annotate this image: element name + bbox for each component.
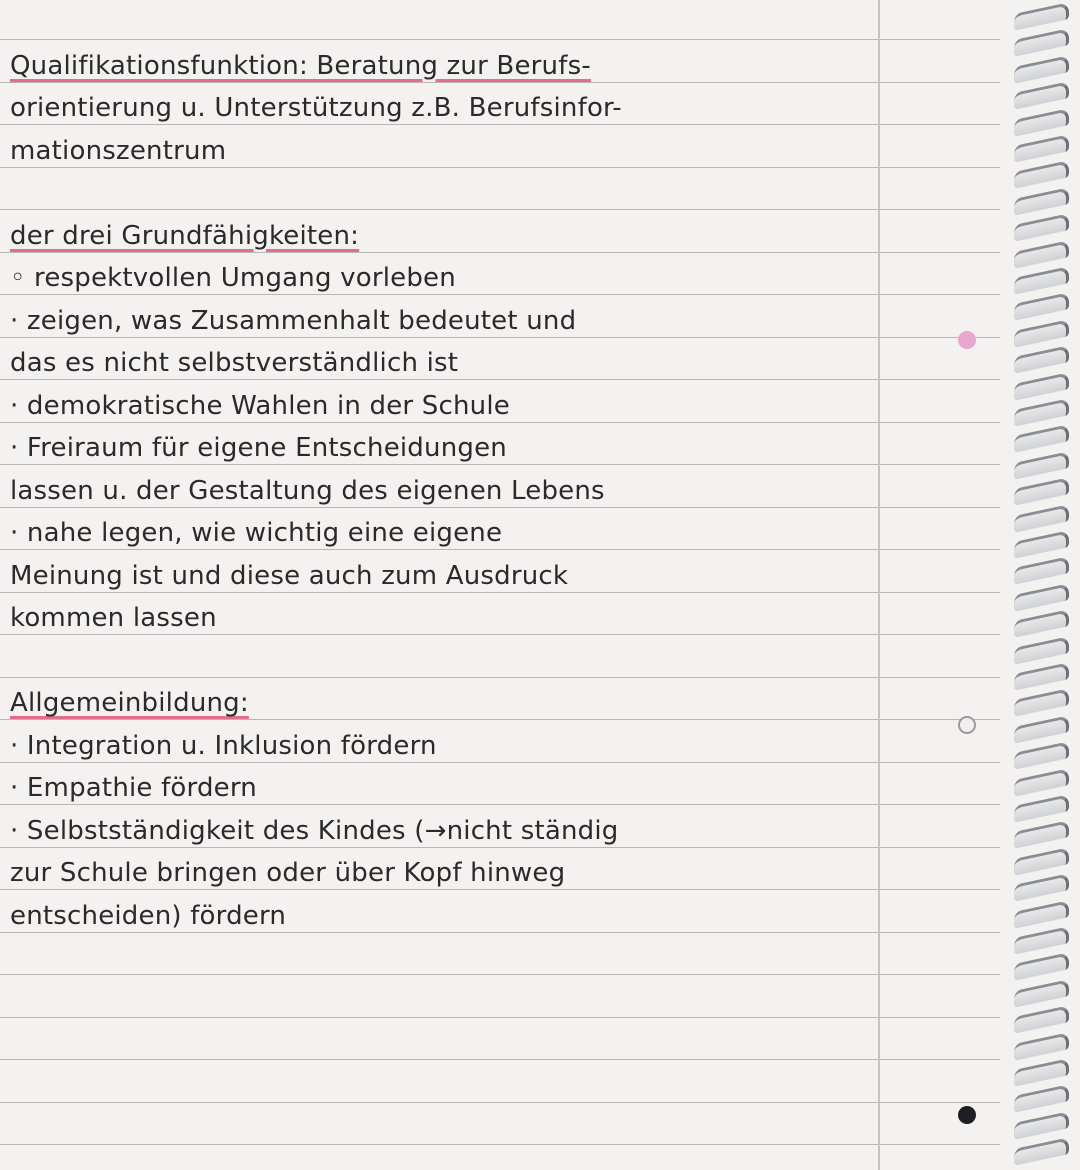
spiral-coil xyxy=(1014,372,1069,401)
spiral-coil xyxy=(1014,715,1069,744)
note-line: das es nicht selbstverständlich ist xyxy=(10,348,459,378)
ruled-line xyxy=(0,124,1000,125)
ruled-line xyxy=(0,82,1000,83)
ruled-line xyxy=(0,889,1000,890)
spiral-coil xyxy=(1014,319,1069,348)
ruled-line xyxy=(0,1059,1000,1060)
spiral-coil xyxy=(1014,1005,1069,1034)
spiral-coil xyxy=(1014,741,1069,770)
spiral-coil xyxy=(1014,293,1069,322)
note-line: · nahe legen, wie wichtig eine eigene xyxy=(10,518,503,548)
spiral-coil xyxy=(1014,873,1069,902)
spiral-coil xyxy=(1014,557,1069,586)
spiral-coil xyxy=(1014,979,1069,1008)
spiral-coil xyxy=(1014,662,1069,691)
spiral-coil xyxy=(1014,134,1069,163)
spiral-coil xyxy=(1014,161,1069,190)
ruled-line xyxy=(0,932,1000,933)
spiral-coil xyxy=(1014,689,1069,718)
spiral-binding xyxy=(1000,0,1080,1170)
spiral-coil xyxy=(1014,1085,1069,1114)
spiral-coil xyxy=(1014,530,1069,559)
spiral-coil xyxy=(1014,847,1069,876)
ruled-line xyxy=(0,762,1000,763)
spiral-coil xyxy=(1014,821,1069,850)
spiral-coil xyxy=(1014,213,1069,242)
spiral-coil xyxy=(1014,926,1069,955)
note-line: · Integration u. Inklusion fördern xyxy=(10,730,437,761)
note-line: zur Schule bringen oder über Kopf hinweg xyxy=(10,858,566,888)
note-line: ◦ respektvollen Umgang vorleben xyxy=(10,263,456,293)
spiral-coil xyxy=(1014,953,1069,982)
spiral-coil xyxy=(1014,794,1069,823)
punch-hole-dark xyxy=(958,1106,976,1124)
ruled-line xyxy=(0,167,1000,168)
note-line: orientierung u. Unterstützung z.B. Berufsinfor- xyxy=(10,93,622,123)
note-line: · zeigen, was Zusammenhalt bedeutet und xyxy=(10,305,577,336)
spiral-coil xyxy=(1014,900,1069,929)
spiral-coil xyxy=(1014,2,1069,31)
ruled-line xyxy=(0,379,1000,380)
ruled-line xyxy=(0,719,1000,720)
spiral-coil xyxy=(1014,240,1069,269)
spiral-coil xyxy=(1014,345,1069,374)
spiral-coil xyxy=(1014,768,1069,797)
spiral-coil xyxy=(1014,451,1069,480)
spiral-coil xyxy=(1014,477,1069,506)
spiral-coil xyxy=(1014,187,1069,216)
spiral-coil xyxy=(1014,55,1069,84)
spiral-coil xyxy=(1014,266,1069,295)
note-heading: Qualifikationsfunktion: Beratung zur Berufs- xyxy=(10,50,591,81)
ruled-line xyxy=(0,804,1000,805)
note-line: lassen u. der Gestaltung des eigenen Lebens xyxy=(10,475,605,506)
punch-hole-light xyxy=(958,716,976,734)
spiral-coil xyxy=(1014,636,1069,665)
note-line: Meinung ist und diese auch zum Ausdruck xyxy=(10,560,569,591)
ruled-line xyxy=(0,847,1000,848)
note-line: · Freiraum für eigene Entscheidungen xyxy=(10,433,507,463)
ruled-line xyxy=(0,337,1000,338)
note-line: entscheiden) fördern xyxy=(10,900,287,931)
ruled-line xyxy=(0,974,1000,975)
spiral-coil xyxy=(1014,1032,1069,1061)
spiral-coil xyxy=(1014,1111,1069,1140)
spiral-coil xyxy=(1014,81,1069,110)
ruled-line xyxy=(0,39,1000,40)
ruled-line xyxy=(0,1102,1000,1103)
ruled-line xyxy=(0,549,1000,550)
spiral-coil xyxy=(1014,29,1069,58)
note-line: kommen lassen xyxy=(10,603,217,633)
spiral-coil xyxy=(1014,425,1069,454)
ruled-line xyxy=(0,294,1000,295)
note-line: mationszentrum xyxy=(10,135,227,166)
spiral-coil xyxy=(1014,108,1069,137)
spiral-coil xyxy=(1014,1137,1069,1166)
ruled-line xyxy=(0,677,1000,678)
spiral-coil xyxy=(1014,1058,1069,1087)
ruled-line xyxy=(0,507,1000,508)
note-line: · demokratische Wahlen in der Schule xyxy=(10,390,510,421)
spiral-coil xyxy=(1014,583,1069,612)
punch-hole-pink xyxy=(958,331,976,349)
ruled-line xyxy=(0,634,1000,635)
note-line: · Selbstständigkeit des Kindes (→nicht ständig xyxy=(10,815,619,846)
spiral-coil xyxy=(1014,398,1069,427)
note-heading: Allgemeinbildung: xyxy=(10,688,249,718)
margin-rule xyxy=(878,0,880,1170)
ruled-line xyxy=(0,252,1000,253)
ruled-line xyxy=(0,1144,1000,1145)
ruled-line xyxy=(0,422,1000,423)
note-line: · Empathie fördern xyxy=(10,773,257,803)
ruled-line xyxy=(0,1017,1000,1018)
ruled-line xyxy=(0,209,1000,210)
ruled-line xyxy=(0,592,1000,593)
note-heading: der drei Grundfähigkeiten: xyxy=(10,220,360,251)
spiral-coil xyxy=(1014,609,1069,638)
spiral-coil xyxy=(1014,504,1069,533)
ruled-line xyxy=(0,464,1000,465)
